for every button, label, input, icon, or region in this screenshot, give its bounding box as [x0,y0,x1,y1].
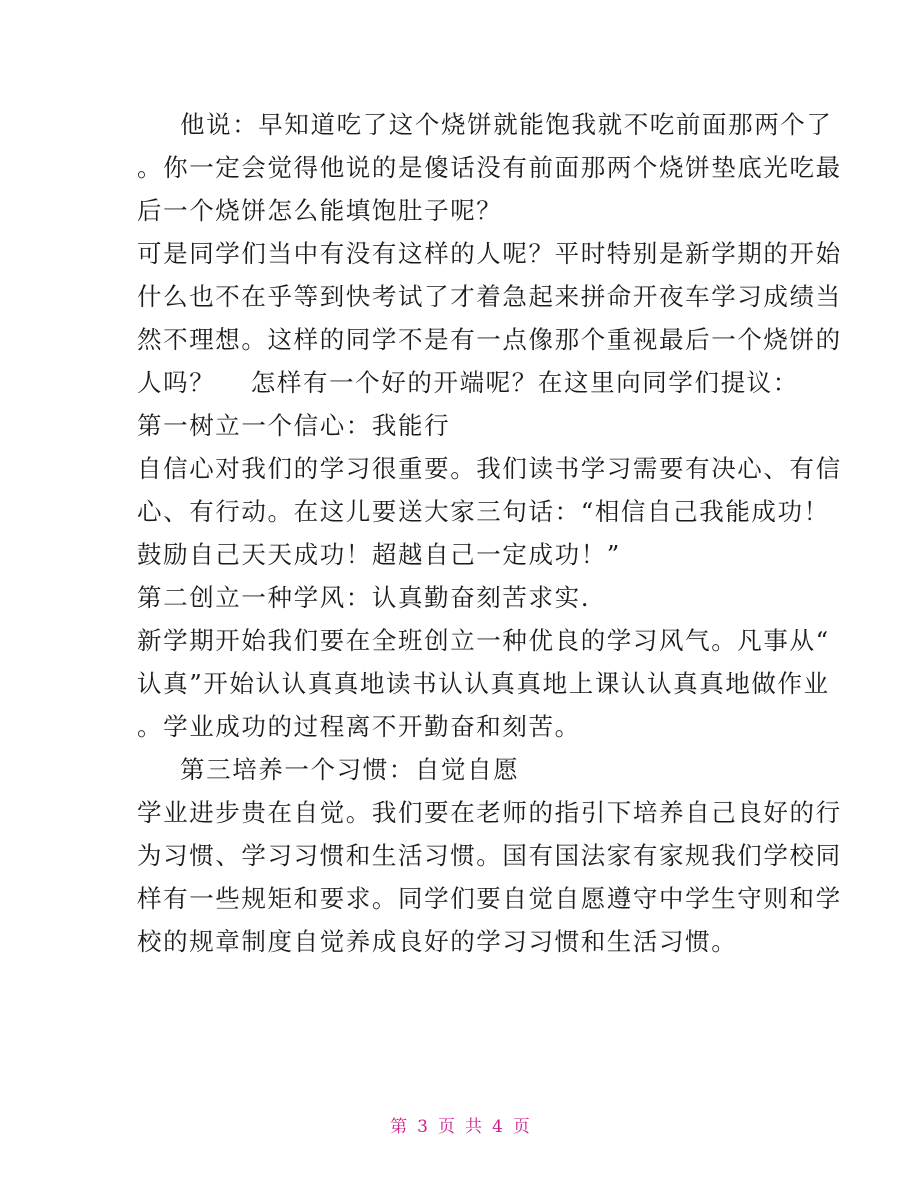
footer-prefix: 第 [390,1117,408,1137]
paragraph-line: 。学业成功的过程离不开勤奋和刻苦。 [137,712,581,741]
paragraph-line: 校的规章制度自觉养成良好的学习习惯和生活习惯。 [137,927,738,956]
page-number-footer [0,1112,920,1137]
paragraph-line: 人吗？ 怎样有一个好的开端呢？在这里向同学们提议： [137,368,799,397]
paragraph-line: 认真”开始认认真真地读书认认真真地上课认认真真地做作业 [137,669,830,698]
paragraph-line: 什么也不在乎等到快考试了才着急起来拼命开夜车学习成绩当 [137,282,842,311]
paragraph-line: 学业进步贵在自觉。我们要在老师的指引下培养自己良好的行 [137,798,842,827]
section-heading: 第三培养一个习惯：自觉自愿 [180,755,520,784]
paragraph-line: 他说：早知道吃了这个烧饼就能饱我就不吃前面那两个了 [180,110,833,139]
paragraph-line: 心、有行动。在这儿要送大家三句话：“相信自己我能成功！ [137,497,830,526]
footer-suffix: 页 [512,1117,530,1137]
paragraph-line: 新学期开始我们要在全班创立一种优良的学习风气。凡事从“ [137,626,830,655]
paragraph-line: 自信心对我们的学习很重要。我们读书学习需要有决心、有信 [137,454,842,483]
footer-current-page: 3 [417,1117,428,1137]
section-heading: 第二创立一种学风：认真勤奋刻苦求实. [137,583,591,612]
paragraph-line: 鼓励自己天天成功！超越自己一定成功！” [137,540,621,569]
paragraph-line: 为习惯、学习习惯和生活习惯。国有国法家有家规我们学校同 [137,841,842,870]
paragraph-line: 然不理想。这样的同学不是有一点像那个重视最后一个烧饼的 [137,325,842,354]
paragraph-line: 样有一些规矩和要求。同学们要自觉自愿遵守中学生守则和学 [137,884,842,913]
footer-page-word: 页 [438,1117,455,1137]
footer-total-pages: 4 [492,1117,503,1137]
paragraph-line: 可是同学们当中有没有这样的人呢？平时特别是新学期的开始 [137,239,842,268]
paragraph-line: 。你一定会觉得他说的是傻话没有前面那两个烧饼垫底光吃最 [137,153,842,182]
section-heading: 第一树立一个信心：我能行 [137,411,451,440]
paragraph-line: 后一个烧饼怎么能填饱肚子呢？ [137,196,503,225]
footer-total-word: 共 [465,1117,482,1137]
